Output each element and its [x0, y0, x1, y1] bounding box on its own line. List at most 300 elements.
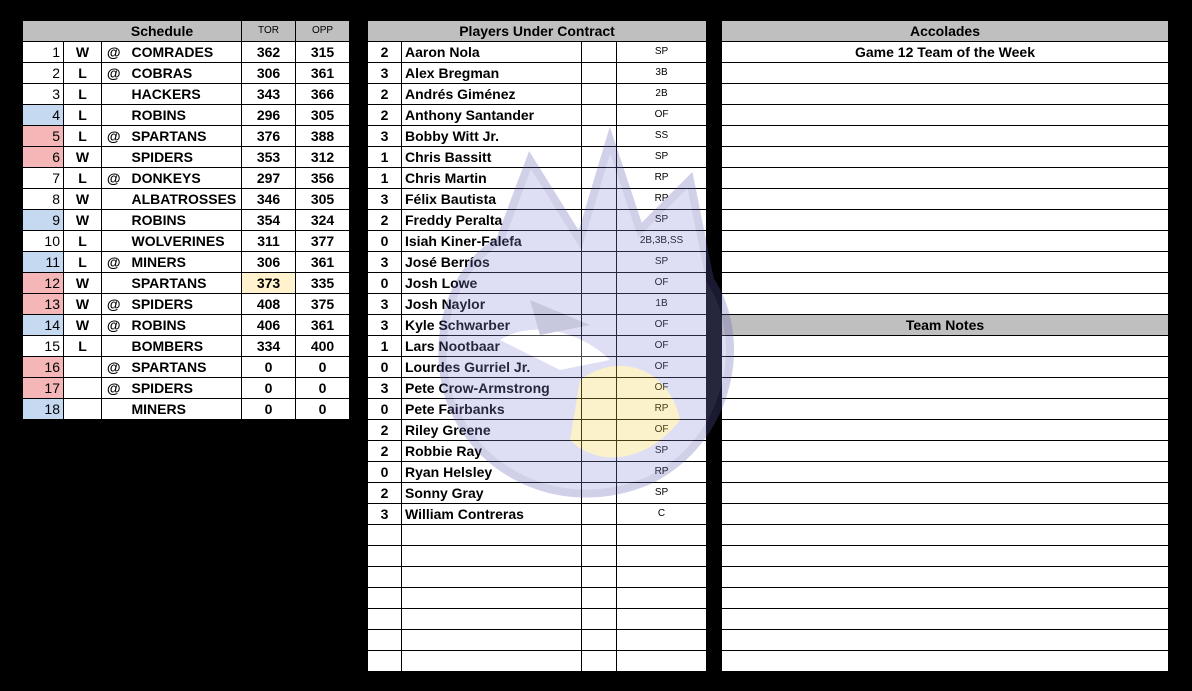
- schedule-row: [23, 84, 350, 105]
- accolade-row: [722, 63, 1169, 84]
- tor-score: 0: [242, 378, 296, 399]
- player-position: SP: [617, 210, 707, 231]
- player-position: [617, 651, 707, 672]
- accolade-text: [722, 105, 1169, 126]
- opp-score: 335: [296, 273, 350, 294]
- opponent-name: DONKEYS: [126, 168, 242, 189]
- player-row: [368, 567, 707, 588]
- opponent-name: SPARTANS: [126, 273, 242, 294]
- player-position: [617, 546, 707, 567]
- player-position: [617, 567, 707, 588]
- game-result: W: [64, 315, 102, 336]
- accolade-row: [722, 231, 1169, 252]
- player-name: Robbie Ray: [402, 441, 582, 462]
- contract-years: 2: [368, 42, 402, 63]
- schedule-row: [23, 126, 350, 147]
- game-result: W: [64, 294, 102, 315]
- player-row: [368, 483, 707, 504]
- team-note-text: [722, 651, 1169, 672]
- game-result: L: [64, 336, 102, 357]
- contract-years: 3: [368, 378, 402, 399]
- contract-years: [368, 546, 402, 567]
- player-position: RP: [617, 462, 707, 483]
- schedule-row: [23, 399, 350, 420]
- player-name: [402, 651, 582, 672]
- contract-years: 3: [368, 315, 402, 336]
- away-marker: [102, 105, 126, 126]
- accolade-row: [722, 42, 1169, 63]
- accolade-row: [722, 294, 1169, 315]
- game-number: 18: [23, 399, 64, 420]
- player-name: [402, 609, 582, 630]
- player-position: C: [617, 504, 707, 525]
- player-extra: [582, 504, 617, 525]
- team-note-row: [722, 336, 1169, 357]
- contract-years: [368, 630, 402, 651]
- game-number: 17: [23, 378, 64, 399]
- player-name: Riley Greene: [402, 420, 582, 441]
- accolade-row: [722, 210, 1169, 231]
- contract-years: 1: [368, 147, 402, 168]
- opp-score: 366: [296, 84, 350, 105]
- player-row: [368, 126, 707, 147]
- contract-years: 2: [368, 84, 402, 105]
- game-number: 5: [23, 126, 64, 147]
- player-name: José Berríos: [402, 252, 582, 273]
- player-row: [368, 441, 707, 462]
- away-marker: [102, 273, 126, 294]
- player-extra: [582, 441, 617, 462]
- schedule-row: [23, 378, 350, 399]
- schedule-row: [23, 315, 350, 336]
- player-name: Josh Lowe: [402, 273, 582, 294]
- team-note-row: [722, 378, 1169, 399]
- opponent-name: SPIDERS: [126, 294, 242, 315]
- player-position: SP: [617, 483, 707, 504]
- tor-score: 373: [242, 273, 296, 294]
- player-position: OF: [617, 420, 707, 441]
- opponent-name: COBRAS: [126, 63, 242, 84]
- players-title: Players Under Contract: [368, 21, 707, 42]
- schedule-row: [23, 294, 350, 315]
- contract-years: 3: [368, 63, 402, 84]
- team-note-text: [722, 462, 1169, 483]
- opponent-name: SPIDERS: [126, 378, 242, 399]
- game-number: 14: [23, 315, 64, 336]
- opponent-name: MINERS: [126, 399, 242, 420]
- game-number: 10: [23, 231, 64, 252]
- accolades-header-row: [722, 21, 1169, 42]
- schedule-row: [23, 336, 350, 357]
- player-name: Isiah Kiner-Falefa: [402, 231, 582, 252]
- game-result: [64, 399, 102, 420]
- game-number: 15: [23, 336, 64, 357]
- player-name: Bobby Witt Jr.: [402, 126, 582, 147]
- player-name: Ryan Helsley: [402, 462, 582, 483]
- accolade-row: [722, 105, 1169, 126]
- tor-score: 297: [242, 168, 296, 189]
- player-name: [402, 567, 582, 588]
- player-name: Chris Bassitt: [402, 147, 582, 168]
- accolades-table: [721, 20, 1169, 315]
- player-position: SS: [617, 126, 707, 147]
- contract-years: 0: [368, 399, 402, 420]
- game-number: 6: [23, 147, 64, 168]
- tor-score: 306: [242, 63, 296, 84]
- team-note-text: [722, 609, 1169, 630]
- team-note-text: [722, 546, 1169, 567]
- player-row: [368, 357, 707, 378]
- player-row: [368, 546, 707, 567]
- opp-score: 400: [296, 336, 350, 357]
- opp-score: 0: [296, 378, 350, 399]
- schedule-row: [23, 252, 350, 273]
- tor-score: 362: [242, 42, 296, 63]
- team-note-text: [722, 504, 1169, 525]
- accolade-text: [722, 84, 1169, 105]
- away-marker: @: [102, 357, 126, 378]
- player-name: Josh Naylor: [402, 294, 582, 315]
- player-row: [368, 399, 707, 420]
- player-extra: [582, 651, 617, 672]
- player-extra: [582, 525, 617, 546]
- player-position: OF: [617, 378, 707, 399]
- player-row: [368, 420, 707, 441]
- away-marker: [102, 210, 126, 231]
- player-extra: [582, 546, 617, 567]
- accolades-title: Accolades: [722, 21, 1169, 42]
- player-extra: [582, 252, 617, 273]
- player-row: [368, 84, 707, 105]
- player-row: [368, 252, 707, 273]
- opp-score: 315: [296, 42, 350, 63]
- team-note-row: [722, 651, 1169, 672]
- contract-years: 3: [368, 252, 402, 273]
- opponent-name: ROBINS: [126, 315, 242, 336]
- team-note-text: [722, 378, 1169, 399]
- opp-score: 312: [296, 147, 350, 168]
- team-notes-table: [721, 314, 1169, 672]
- opp-score: 361: [296, 63, 350, 84]
- opponent-name: ROBINS: [126, 105, 242, 126]
- player-row: [368, 609, 707, 630]
- players-panel: [367, 20, 706, 672]
- opp-score: 324: [296, 210, 350, 231]
- tor-score: 343: [242, 84, 296, 105]
- player-extra: [582, 189, 617, 210]
- team-note-row: [722, 588, 1169, 609]
- tor-column-header: TOR: [242, 21, 296, 42]
- away-marker: @: [102, 315, 126, 336]
- game-result: L: [64, 84, 102, 105]
- team-note-text: [722, 336, 1169, 357]
- player-row: [368, 294, 707, 315]
- contract-years: 2: [368, 441, 402, 462]
- opp-score: 375: [296, 294, 350, 315]
- game-result: W: [64, 147, 102, 168]
- game-result: W: [64, 189, 102, 210]
- player-position: SP: [617, 441, 707, 462]
- game-result: L: [64, 231, 102, 252]
- player-row: [368, 588, 707, 609]
- opponent-name: SPARTANS: [126, 126, 242, 147]
- player-name: [402, 525, 582, 546]
- contract-years: 2: [368, 105, 402, 126]
- player-row: [368, 651, 707, 672]
- accolade-row: [722, 189, 1169, 210]
- game-result: L: [64, 105, 102, 126]
- accolades-panel: [721, 20, 1169, 315]
- away-marker: @: [102, 378, 126, 399]
- accolade-row: [722, 252, 1169, 273]
- opp-score: 305: [296, 189, 350, 210]
- contract-years: 0: [368, 462, 402, 483]
- opponent-name: WOLVERINES: [126, 231, 242, 252]
- player-row: [368, 147, 707, 168]
- schedule-row: [23, 63, 350, 84]
- accolade-text: [722, 126, 1169, 147]
- player-position: [617, 630, 707, 651]
- tor-score: 296: [242, 105, 296, 126]
- tor-score: 353: [242, 147, 296, 168]
- team-note-row: [722, 399, 1169, 420]
- player-extra: [582, 231, 617, 252]
- player-extra: [582, 63, 617, 84]
- team-note-text: [722, 483, 1169, 504]
- tor-score: 334: [242, 336, 296, 357]
- players-header-row: [368, 21, 707, 42]
- player-name: Pete Crow-Armstrong: [402, 378, 582, 399]
- schedule-row: [23, 147, 350, 168]
- opponent-name: COMRADES: [126, 42, 242, 63]
- player-name: Anthony Santander: [402, 105, 582, 126]
- player-name: Andrés Giménez: [402, 84, 582, 105]
- player-row: [368, 378, 707, 399]
- player-position: OF: [617, 105, 707, 126]
- away-marker: @: [102, 168, 126, 189]
- game-result: [64, 378, 102, 399]
- player-extra: [582, 420, 617, 441]
- accolade-row: [722, 147, 1169, 168]
- opponent-name: ALBATROSSES: [126, 189, 242, 210]
- away-marker: [102, 147, 126, 168]
- contract-years: 2: [368, 210, 402, 231]
- tor-score: 346: [242, 189, 296, 210]
- player-extra: [582, 105, 617, 126]
- game-result: L: [64, 63, 102, 84]
- player-position: [617, 525, 707, 546]
- away-marker: @: [102, 42, 126, 63]
- team-note-text: [722, 567, 1169, 588]
- contract-years: [368, 525, 402, 546]
- away-marker: [102, 84, 126, 105]
- accolade-text: [722, 189, 1169, 210]
- contract-years: 2: [368, 420, 402, 441]
- player-position: [617, 609, 707, 630]
- accolade-text: [722, 147, 1169, 168]
- opp-score: 0: [296, 357, 350, 378]
- player-position: 3B: [617, 63, 707, 84]
- game-number: 11: [23, 252, 64, 273]
- opp-score: 361: [296, 252, 350, 273]
- schedule-title: Schedule: [23, 21, 242, 42]
- player-row: [368, 231, 707, 252]
- game-result: L: [64, 252, 102, 273]
- team-note-text: [722, 441, 1169, 462]
- team-note-text: [722, 399, 1169, 420]
- accolade-text: [722, 210, 1169, 231]
- game-number: 13: [23, 294, 64, 315]
- team-note-row: [722, 609, 1169, 630]
- team-note-text: [722, 588, 1169, 609]
- contract-years: 0: [368, 273, 402, 294]
- player-position: RP: [617, 189, 707, 210]
- tor-score: 408: [242, 294, 296, 315]
- opp-score: 361: [296, 315, 350, 336]
- player-extra: [582, 588, 617, 609]
- player-position: 1B: [617, 294, 707, 315]
- contract-years: 3: [368, 126, 402, 147]
- player-row: [368, 168, 707, 189]
- accolade-text: [722, 252, 1169, 273]
- player-extra: [582, 315, 617, 336]
- contract-years: 1: [368, 168, 402, 189]
- contract-years: 3: [368, 189, 402, 210]
- player-name: [402, 546, 582, 567]
- player-position: OF: [617, 357, 707, 378]
- player-row: [368, 462, 707, 483]
- contract-years: 3: [368, 504, 402, 525]
- player-extra: [582, 630, 617, 651]
- opp-score: 388: [296, 126, 350, 147]
- player-extra: [582, 126, 617, 147]
- opponent-name: MINERS: [126, 252, 242, 273]
- player-position: OF: [617, 336, 707, 357]
- player-row: [368, 273, 707, 294]
- opponent-name: SPARTANS: [126, 357, 242, 378]
- accolade-row: [722, 273, 1169, 294]
- player-extra: [582, 357, 617, 378]
- game-number: 16: [23, 357, 64, 378]
- game-result: W: [64, 42, 102, 63]
- contract-years: [368, 588, 402, 609]
- player-name: Aaron Nola: [402, 42, 582, 63]
- team-note-row: [722, 483, 1169, 504]
- schedule-header-row: [23, 21, 350, 42]
- player-name: Lourdes Gurriel Jr.: [402, 357, 582, 378]
- player-position: SP: [617, 252, 707, 273]
- schedule-row: [23, 231, 350, 252]
- game-number: 8: [23, 189, 64, 210]
- tor-score: 354: [242, 210, 296, 231]
- accolade-row: [722, 126, 1169, 147]
- player-name: [402, 630, 582, 651]
- player-position: SP: [617, 147, 707, 168]
- game-number: 12: [23, 273, 64, 294]
- player-row: [368, 315, 707, 336]
- away-marker: [102, 189, 126, 210]
- player-name: Pete Fairbanks: [402, 399, 582, 420]
- accolade-text: [722, 231, 1169, 252]
- game-result: [64, 357, 102, 378]
- player-extra: [582, 210, 617, 231]
- game-result: L: [64, 168, 102, 189]
- tor-score: 376: [242, 126, 296, 147]
- tor-score: 0: [242, 357, 296, 378]
- player-name: [402, 588, 582, 609]
- tor-score: 306: [242, 252, 296, 273]
- opp-score: 377: [296, 231, 350, 252]
- team-note-row: [722, 357, 1169, 378]
- opp-score: 305: [296, 105, 350, 126]
- schedule-row: [23, 273, 350, 294]
- team-note-text: [722, 357, 1169, 378]
- away-marker: [102, 399, 126, 420]
- team-note-text: [722, 525, 1169, 546]
- team-note-row: [722, 525, 1169, 546]
- contract-years: 2: [368, 483, 402, 504]
- player-extra: [582, 336, 617, 357]
- contract-years: 0: [368, 231, 402, 252]
- opponent-name: SPIDERS: [126, 147, 242, 168]
- away-marker: @: [102, 63, 126, 84]
- away-marker: [102, 336, 126, 357]
- schedule-row: [23, 42, 350, 63]
- accolade-text: Game 12 Team of the Week: [722, 42, 1169, 63]
- game-number: 7: [23, 168, 64, 189]
- player-position: RP: [617, 168, 707, 189]
- contract-years: [368, 609, 402, 630]
- schedule-row: [23, 189, 350, 210]
- contract-years: 1: [368, 336, 402, 357]
- player-row: [368, 105, 707, 126]
- game-number: 9: [23, 210, 64, 231]
- team-note-row: [722, 441, 1169, 462]
- contract-years: 0: [368, 357, 402, 378]
- opponent-name: BOMBERS: [126, 336, 242, 357]
- player-name: Chris Martin: [402, 168, 582, 189]
- team-notes-panel: [721, 314, 1169, 672]
- player-extra: [582, 84, 617, 105]
- game-number: 3: [23, 84, 64, 105]
- player-name: Kyle Schwarber: [402, 315, 582, 336]
- accolade-row: [722, 168, 1169, 189]
- away-marker: @: [102, 252, 126, 273]
- player-position: SP: [617, 42, 707, 63]
- game-result: W: [64, 210, 102, 231]
- schedule-row: [23, 105, 350, 126]
- contract-years: 3: [368, 294, 402, 315]
- away-marker: [102, 231, 126, 252]
- schedule-row: [23, 168, 350, 189]
- team-note-text: [722, 420, 1169, 441]
- team-note-row: [722, 462, 1169, 483]
- tor-score: 406: [242, 315, 296, 336]
- player-row: [368, 63, 707, 84]
- player-extra: [582, 42, 617, 63]
- game-result: L: [64, 126, 102, 147]
- player-row: [368, 42, 707, 63]
- accolade-text: [722, 168, 1169, 189]
- player-extra: [582, 567, 617, 588]
- player-extra: [582, 273, 617, 294]
- player-extra: [582, 399, 617, 420]
- accolade-text: [722, 294, 1169, 315]
- tor-score: 0: [242, 399, 296, 420]
- schedule-row: [23, 210, 350, 231]
- schedule-table: [22, 20, 350, 420]
- player-extra: [582, 294, 617, 315]
